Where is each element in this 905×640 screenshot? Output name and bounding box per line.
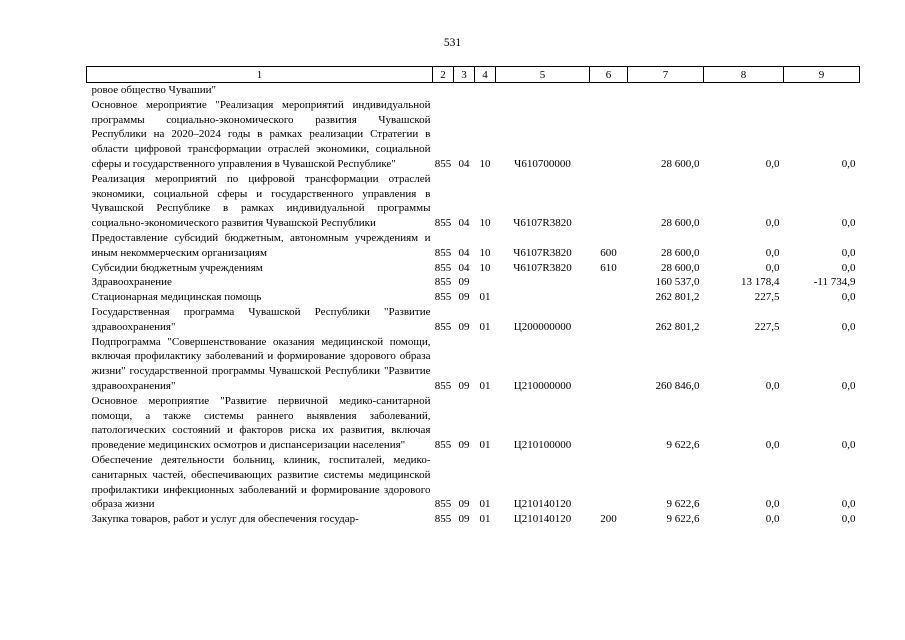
header-col-5: 5 xyxy=(496,67,590,83)
row-expense-type xyxy=(590,275,628,290)
row-ministry-code: 855 xyxy=(434,157,452,170)
table-row xyxy=(87,231,860,261)
row-increase: 0,0 xyxy=(765,513,780,526)
row-target-article: Ч6107R3820 xyxy=(513,217,572,230)
row-decrease: 0,0 xyxy=(841,217,856,230)
row-subsection: 10 xyxy=(479,157,491,170)
row-name: Государственная программа Чувашской Республики "Развитие здравоохранения" xyxy=(91,305,431,333)
row-decrease xyxy=(784,83,860,98)
row-decrease: 0,0 xyxy=(841,246,856,259)
row-name: Предоставление субсидий бюджетным, автономным учреждениям и иным некоммерческим организациям xyxy=(91,231,431,259)
row-name: Здравоохранение xyxy=(91,276,172,289)
row-amount: 262 801,2 xyxy=(655,291,700,304)
row-subsection: 01 xyxy=(479,498,491,511)
row-decrease: 0,0 xyxy=(841,439,856,452)
row-expense-type xyxy=(590,453,628,512)
row-target-article xyxy=(496,290,590,305)
row-decrease: 0,0 xyxy=(841,291,856,304)
row-section: 09 xyxy=(458,513,470,526)
row-amount xyxy=(628,83,704,98)
table-header xyxy=(87,67,860,83)
table-row xyxy=(87,275,860,290)
row-expense-type: 610 xyxy=(600,261,617,274)
row-subsection: 01 xyxy=(479,439,491,452)
row-target-article: Ч6107R3820 xyxy=(513,246,572,259)
row-name: Стационарная медицинская помощь xyxy=(91,291,262,304)
row-amount: 160 537,0 xyxy=(655,276,700,289)
row-section: 09 xyxy=(458,379,470,392)
row-ministry-code: 855 xyxy=(434,217,452,230)
row-subsection: 01 xyxy=(479,291,491,304)
row-subsection: 01 xyxy=(479,379,491,392)
table-row xyxy=(87,335,860,394)
table-row xyxy=(87,305,860,335)
row-expense-type xyxy=(590,394,628,453)
page-number: 531 xyxy=(443,37,462,49)
row-section: 04 xyxy=(458,217,470,230)
row-amount: 9 622,6 xyxy=(666,498,700,511)
table-row xyxy=(87,83,860,98)
row-increase: 0,0 xyxy=(765,261,780,274)
row-decrease: -11 734,9 xyxy=(813,276,856,289)
header-col-6: 6 xyxy=(590,67,628,83)
row-section: 09 xyxy=(458,320,470,333)
row-section: 09 xyxy=(458,276,470,289)
row-expense-type: 200 xyxy=(600,513,617,526)
row-ministry-code: 855 xyxy=(434,320,452,333)
table-row xyxy=(87,98,860,172)
table-row xyxy=(87,394,860,453)
row-expense-type xyxy=(590,98,628,172)
row-increase: 0,0 xyxy=(765,498,780,511)
row-target-article: Ц210000000 xyxy=(513,379,572,392)
row-target-article: Ч6107R3820 xyxy=(513,261,572,274)
row-target-article: Ц210140120 xyxy=(513,498,572,511)
row-increase: 0,0 xyxy=(765,217,780,230)
row-expense-type: 600 xyxy=(600,246,617,259)
row-section: 04 xyxy=(458,246,470,259)
row-amount: 262 801,2 xyxy=(655,320,700,333)
row-ministry-code: 855 xyxy=(434,439,452,452)
header-col-2: 2 xyxy=(433,67,454,83)
row-amount: 260 846,0 xyxy=(655,379,700,392)
header-col-1: 1 xyxy=(87,67,433,83)
row-name: Основное мероприятие "Развитие первичной медико-санитарной помощи, а также системы раннего выявления заболеваний, патологических состояний и факторов риска их развития, включая проведение медицинских осмотров и диспансеризации населения" xyxy=(91,394,431,452)
row-section: 04 xyxy=(458,261,470,274)
row-decrease: 0,0 xyxy=(841,379,856,392)
row-name: Основное мероприятие "Реализация мероприятий индивидуальной программы социально-экономического развития Чувашской Республики на 2020–2024 годы в рамках реализации Стратегии в области цифровой трансформации отраслей экономики, социальной сферы и государственного управления в Чувашской Республике" xyxy=(91,98,431,170)
row-target-article: Ц210140120 xyxy=(513,513,572,526)
row-ministry-code: 855 xyxy=(434,513,452,526)
table-row xyxy=(87,172,860,231)
row-increase xyxy=(704,83,784,98)
row-increase: 0,0 xyxy=(765,246,780,259)
row-decrease: 0,0 xyxy=(841,320,856,333)
row-ministry-code: 855 xyxy=(434,261,452,274)
row-name: Реализация мероприятий по цифровой трансформации отраслей экономики, социальной сферы и государственного управления в Чувашской Республике в рамках индивидуальной программы социально-экономического развития Чувашской Республики xyxy=(91,172,431,230)
row-increase: 0,0 xyxy=(765,157,780,170)
table-row xyxy=(87,261,860,276)
row-decrease: 0,0 xyxy=(841,513,856,526)
row-expense-type xyxy=(590,335,628,394)
header-col-3: 3 xyxy=(454,67,475,83)
row-subsection xyxy=(475,83,496,98)
row-amount: 28 600,0 xyxy=(661,217,700,230)
row-section: 09 xyxy=(458,291,470,304)
row-target-article xyxy=(496,275,590,290)
row-increase: 0,0 xyxy=(765,439,780,452)
table-body xyxy=(87,83,860,527)
row-amount: 9 622,6 xyxy=(666,513,700,526)
row-expense-type xyxy=(590,172,628,231)
row-name: Закупка товаров, работ и услуг для обеспечения государ- xyxy=(91,513,359,526)
header-col-7: 7 xyxy=(628,67,704,83)
row-subsection xyxy=(475,275,496,290)
row-expense-type xyxy=(590,305,628,335)
row-target-article xyxy=(496,83,590,98)
row-decrease: 0,0 xyxy=(841,498,856,511)
row-increase: 0,0 xyxy=(765,379,780,392)
row-target-article: Ч610700000 xyxy=(514,157,571,170)
row-name: Субсидии бюджетным учреждениям xyxy=(91,261,263,274)
budget-table xyxy=(86,66,860,527)
row-ministry-code: 855 xyxy=(434,379,452,392)
row-increase: 227,5 xyxy=(754,320,780,333)
row-ministry-code xyxy=(433,83,454,98)
row-amount: 9 622,6 xyxy=(666,439,700,452)
row-subsection: 10 xyxy=(479,217,491,230)
row-ministry-code: 855 xyxy=(434,498,452,511)
row-section: 04 xyxy=(458,157,470,170)
row-subsection: 10 xyxy=(479,261,491,274)
header-col-4: 4 xyxy=(475,67,496,83)
row-subsection: 01 xyxy=(479,513,491,526)
row-expense-type xyxy=(590,83,628,98)
row-ministry-code: 855 xyxy=(434,276,452,289)
row-section: 09 xyxy=(458,498,470,511)
row-name: Подпрограмма "Совершенствование оказания медицинской помощи, включая профилактику заболеваний и формирование здорового образа жизни" государственной программы Чувашской Республики "Развитие здравоохранения" xyxy=(91,335,431,392)
row-increase: 227,5 xyxy=(754,291,780,304)
row-subsection: 01 xyxy=(479,320,491,333)
row-section: 09 xyxy=(458,439,470,452)
table-row xyxy=(87,453,860,512)
row-amount: 28 600,0 xyxy=(661,261,700,274)
row-ministry-code: 855 xyxy=(434,246,452,259)
row-name: Обеспечение деятельности больниц, клиник, госпиталей, медико-санитарных частей, обеспечивающих развитие системы медицинской профилактики инфекционных заболеваний и формирование здорового образа жизни xyxy=(91,453,431,511)
row-decrease: 0,0 xyxy=(841,261,856,274)
header-row xyxy=(87,67,860,83)
header-col-9: 9 xyxy=(784,67,860,83)
row-name: ровое общество Чувашии" xyxy=(91,84,216,96)
row-ministry-code: 855 xyxy=(434,291,452,304)
row-target-article: Ц210100000 xyxy=(513,439,572,452)
row-decrease: 0,0 xyxy=(841,157,856,170)
row-amount: 28 600,0 xyxy=(661,246,700,259)
table-row xyxy=(87,512,860,527)
row-subsection: 10 xyxy=(479,246,491,259)
row-section xyxy=(454,83,475,98)
row-increase: 13 178,4 xyxy=(741,276,780,289)
header-col-8: 8 xyxy=(704,67,784,83)
row-target-article: Ц200000000 xyxy=(513,320,572,333)
row-amount: 28 600,0 xyxy=(661,157,700,170)
table-row xyxy=(87,290,860,305)
row-expense-type xyxy=(590,290,628,305)
